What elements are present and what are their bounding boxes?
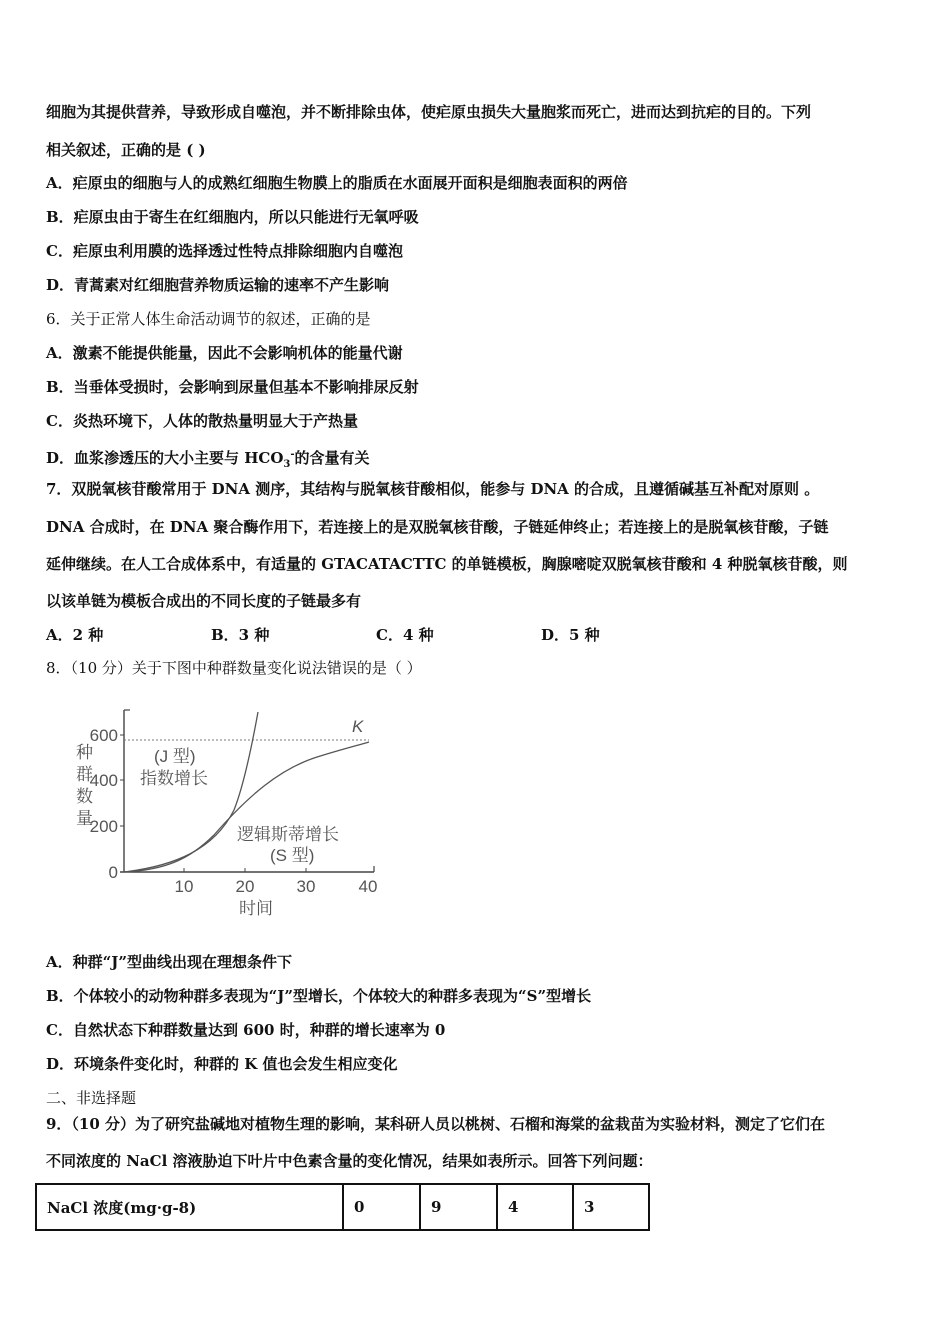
q9-stem-line1: 9．（10 分）为了研究盐碱地对植物生理的影响，某科研人员以桃树、石榴和海棠的盆栽苗为实验材料，测定了它们在: [46, 1115, 826, 1133]
q7-stem-line4: 以该单链为模板合成出的不同长度的子链最多有: [46, 592, 362, 610]
table-cell: 3: [573, 1184, 649, 1230]
q6-option-d: [46, 445, 370, 475]
q7-stem-line2: DNA 合成时，在 DNA 聚合酶作用下，若连接上的是双脱氧核苷酸，子链延伸终止；若连接上的是脱氧核苷酸，子链: [46, 518, 829, 536]
x-axis-label: 时间: [239, 899, 273, 918]
table-header-cell: NaCl 浓度(mg·g-8): [36, 1184, 343, 1230]
q5-option-d: D．青蒿素对红细胞营养物质运输的速率不产生影响: [46, 276, 390, 294]
section-title: 二、非选择题: [46, 1089, 137, 1107]
q9-stem-line2: 不同浓度的 NaCl 溶液胁迫下叶片中色素含量的变化情况，结果如表所示。回答下列问题：: [46, 1152, 653, 1170]
q6-stem: 6．关于正常人体生命活动调节的叙述，正确的是: [46, 310, 371, 328]
y-tick-label-0: 0: [108, 863, 118, 882]
q7-stem-line1: 7．双脱氧核苷酸常用于 DNA 测序，其结构与脱氧核苷酸相似，能参与 DNA 的合成，且遵循碱基互补配对原则 。: [46, 480, 820, 498]
y-tick-label-600: 600: [89, 726, 118, 745]
q8-option-b: B．个体较小的动物种群多表现为“J”型增长，个体较大的种群多表现为“S”型增长: [46, 987, 592, 1005]
q8-stem: 8．（10 分）关于下图中种群数量变化说法错误的是（ ）: [46, 659, 422, 677]
table-cell: 4: [497, 1184, 573, 1230]
y-axis-label-char-3: 数: [76, 787, 93, 806]
q6-option-d-suffix: 的含量有关: [294, 449, 370, 467]
q6-option-b: B．当垂体受损时，会影响到尿量但基本不影响排尿反射: [46, 378, 419, 396]
k-label: K: [352, 717, 364, 736]
q6-option-d-prefix: D．血浆渗透压的大小主要与 HCO: [46, 449, 284, 467]
q5-option-a: A．疟原虫的细胞与人的成熟红细胞生物膜上的脂质在水面展开面积是细胞表面积的两倍: [46, 174, 628, 192]
x-tick-label-10: 10: [174, 877, 194, 896]
q5-stem-line1: 细胞为其提供营养，导致形成自噬泡，并不断排除虫体，使疟原虫损失大量胞浆而死亡，进而达到抗疟的目的。下列: [46, 103, 812, 121]
q7-option-c: C．4 种: [376, 626, 434, 644]
q8-option-d: D．环境条件变化时，种群的 K 值也会发生相应变化: [46, 1055, 398, 1073]
q6-option-a: A．激素不能提供能量，因此不会影响机体的能量代谢: [46, 344, 403, 362]
q6-option-c: C．炎热环境下，人体的散热量明显大于产热量: [46, 412, 358, 430]
q5-option-b: B．疟原虫由于寄生在红细胞内，所以只能进行无氧呼吸: [46, 208, 419, 226]
y-tick-label-400: 400: [89, 771, 118, 790]
q6-option-d-sub: 3: [283, 459, 291, 470]
q5-stem-line2: 相关叙述，正确的是 ( ): [46, 141, 206, 159]
q5-option-c: C．疟原虫利用膜的选择透过性特点排除细胞内自噬泡: [46, 242, 403, 260]
y-axis-label-char-2: 群: [76, 765, 93, 784]
q7-stem-line3: 延伸继续。在人工合成体系中，有适量的 GTACATACTTC 的单链模板，胸腺嘧啶双脱氧核苷酸和 4 种脱氧核苷酸，则: [46, 555, 848, 573]
q7-option-d: D．5 种: [541, 626, 600, 644]
x-tick-label-40: 40: [358, 877, 378, 896]
j-curve-label-2: 指数增长: [140, 769, 208, 788]
x-tick-label-20: 20: [235, 877, 255, 896]
q6-option-d-sup: -: [290, 449, 295, 460]
x-tick-label-30: 30: [296, 877, 316, 896]
q8-option-a: A．种群“J”型曲线出现在理想条件下: [46, 953, 292, 971]
s-curve-label-2: (S 型): [270, 846, 315, 865]
nacl-table: [35, 1183, 650, 1231]
population-growth-graph: [64, 700, 394, 930]
table-cell: 0: [343, 1184, 420, 1230]
s-curve-label-1: 逻辑斯蒂增长: [237, 825, 339, 844]
j-curve: [124, 712, 258, 872]
table-row: [36, 1184, 649, 1230]
q7-option-b: B．3 种: [211, 626, 270, 644]
y-tick-label-200: 200: [89, 817, 118, 836]
q7-option-a: A．2 种: [46, 626, 104, 644]
table-cell: 9: [420, 1184, 497, 1230]
j-curve-label-1: (J 型): [154, 747, 196, 766]
y-axis-label-char-4: 量: [76, 809, 93, 828]
q8-option-c: C．自然状态下种群数量达到 600 时，种群的增长速率为 0: [46, 1021, 446, 1039]
y-axis-label-char-1: 种: [76, 743, 93, 762]
